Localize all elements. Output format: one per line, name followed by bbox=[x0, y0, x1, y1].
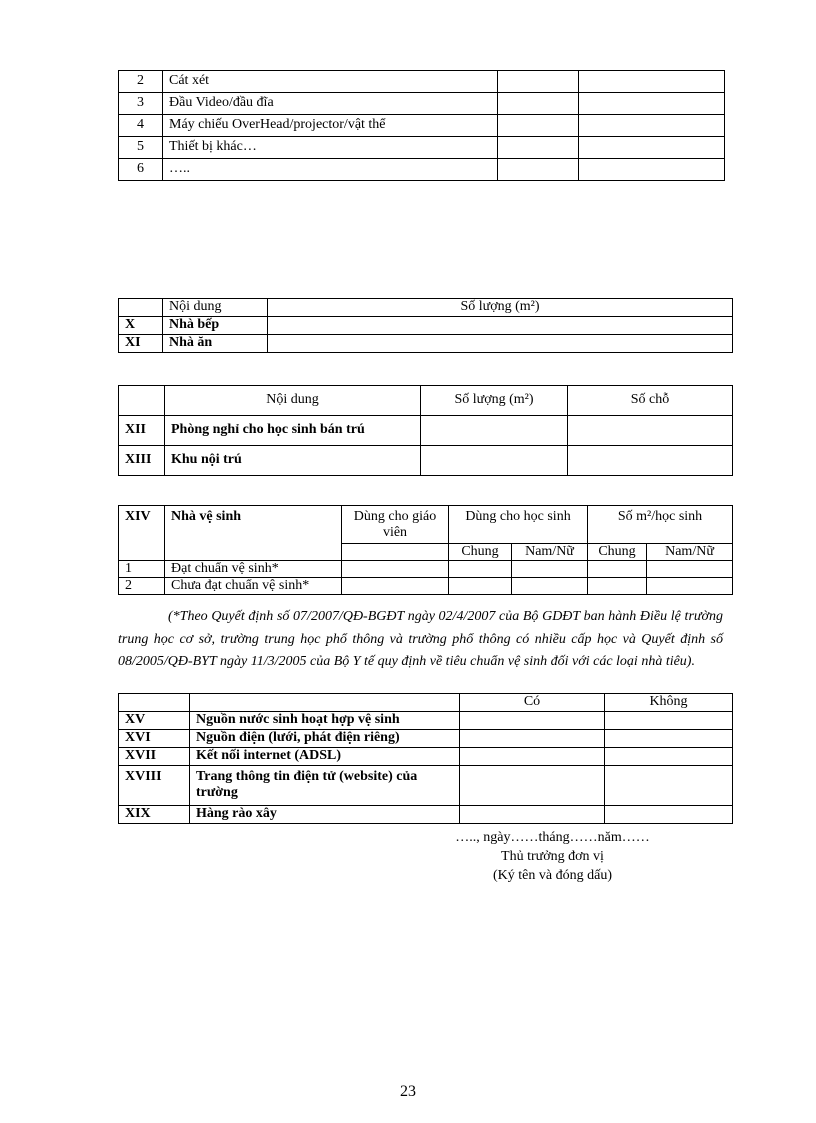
table-row bbox=[119, 93, 725, 115]
table-row bbox=[119, 317, 733, 335]
table-header-row bbox=[119, 694, 733, 712]
header-no: Không bbox=[605, 694, 733, 712]
table-row bbox=[119, 159, 725, 181]
toilet-table bbox=[118, 505, 733, 595]
header-quantity: Số lượng (m²) bbox=[268, 299, 733, 317]
row-code: XVII bbox=[119, 748, 190, 766]
table-header-row bbox=[119, 386, 733, 416]
row-label: Nhà bếp bbox=[163, 317, 268, 335]
section-code: XIV bbox=[119, 506, 165, 561]
row-label: Kết nối internet (ADSL) bbox=[190, 748, 460, 766]
table-row bbox=[119, 712, 733, 730]
row-label: Cát xét bbox=[163, 71, 498, 93]
row-label: Đầu Video/đầu đĩa bbox=[163, 93, 498, 115]
header-content: Nội dung bbox=[163, 299, 268, 317]
signature-instruction: (Ký tên và đóng dấu) bbox=[493, 868, 612, 883]
row-code: XII bbox=[119, 416, 165, 446]
table-row bbox=[119, 806, 733, 824]
row-code: X bbox=[119, 317, 163, 335]
section-title: Nhà vệ sinh bbox=[165, 506, 342, 561]
table-row bbox=[119, 416, 733, 446]
table-row bbox=[119, 561, 733, 578]
signature-title: Thủ trưởng đơn vị bbox=[501, 849, 604, 864]
table-row bbox=[119, 71, 725, 93]
header-content: Nội dung bbox=[165, 386, 421, 416]
table-row bbox=[119, 115, 725, 137]
row-code: XVI bbox=[119, 730, 190, 748]
boarding-table bbox=[118, 385, 733, 476]
row-number: 4 bbox=[119, 115, 163, 137]
utilities-table bbox=[118, 693, 733, 824]
row-label: Đạt chuẩn vệ sinh* bbox=[165, 561, 342, 578]
row-number: 3 bbox=[119, 93, 163, 115]
footnote: (*Theo Quyết định số 07/2007/QĐ-BGĐT ngày 02/4/2007 của Bộ GDĐT ban hành Điều lệ trường trung học cơ sở, trường trung học phổ thông và trường phổ thông có nhiều cấp học và Quyết định số 08/2005/QĐ-BYT ngày 11/3/2005 của Bộ Y tế quy định về tiêu chuẩn vệ sinh đối với các loại nhà tiêu). bbox=[118, 609, 723, 669]
row-number: 1 bbox=[119, 561, 165, 578]
table-row bbox=[119, 730, 733, 748]
row-label: Chưa đạt chuẩn vệ sinh* bbox=[165, 578, 342, 595]
row-label: Phòng nghỉ cho học sinh bán trú bbox=[165, 416, 421, 446]
subheader-gender: Nam/Nữ bbox=[512, 544, 588, 561]
row-code: XV bbox=[119, 712, 190, 730]
table-header-row bbox=[119, 506, 733, 544]
row-code: XI bbox=[119, 335, 163, 353]
row-label: Máy chiếu OverHead/projector/vật thể bbox=[163, 115, 498, 137]
table-row bbox=[119, 578, 733, 595]
kitchen-table bbox=[118, 298, 733, 353]
header-seats: Số chỗ bbox=[568, 386, 733, 416]
header-yes: Có bbox=[460, 694, 605, 712]
row-label: ….. bbox=[163, 159, 498, 181]
row-code: XIX bbox=[119, 806, 190, 824]
subheader-common: Chung bbox=[588, 544, 647, 561]
table-row bbox=[119, 335, 733, 353]
row-label: Khu nội trú bbox=[165, 446, 421, 476]
subheader-common: Chung bbox=[449, 544, 512, 561]
signature-date-line: ….., ngày……tháng……năm…… bbox=[455, 830, 650, 845]
row-number: 6 bbox=[119, 159, 163, 181]
row-label: Thiết bị khác… bbox=[163, 137, 498, 159]
header-student: Dùng cho học sinh bbox=[449, 506, 588, 544]
signature-block bbox=[400, 828, 705, 885]
row-label: Nhà ăn bbox=[163, 335, 268, 353]
table-row bbox=[119, 446, 733, 476]
row-code: XIII bbox=[119, 446, 165, 476]
equipment-table bbox=[118, 70, 725, 181]
row-label: Nguồn nước sinh hoạt hợp vệ sinh bbox=[190, 712, 460, 730]
table-row bbox=[119, 748, 733, 766]
table-row bbox=[119, 766, 733, 806]
table-row bbox=[119, 137, 725, 159]
header-quantity: Số lượng (m²) bbox=[421, 386, 568, 416]
row-label: Hàng rào xây bbox=[190, 806, 460, 824]
row-label: Nguồn điện (lưới, phát điện riêng) bbox=[190, 730, 460, 748]
row-code: XVIII bbox=[119, 766, 190, 806]
row-number: 2 bbox=[119, 71, 163, 93]
header-teacher: Dùng cho giáo viên bbox=[342, 506, 449, 544]
row-number: 5 bbox=[119, 137, 163, 159]
header-m2-per-student: Số m²/học sinh bbox=[588, 506, 733, 544]
row-number: 2 bbox=[119, 578, 165, 595]
row-label: Trang thông tin điện tử (website) của trường bbox=[190, 766, 460, 806]
subheader-gender: Nam/Nữ bbox=[647, 544, 733, 561]
table-header-row bbox=[119, 299, 733, 317]
page-number: 23 bbox=[400, 1083, 416, 1100]
